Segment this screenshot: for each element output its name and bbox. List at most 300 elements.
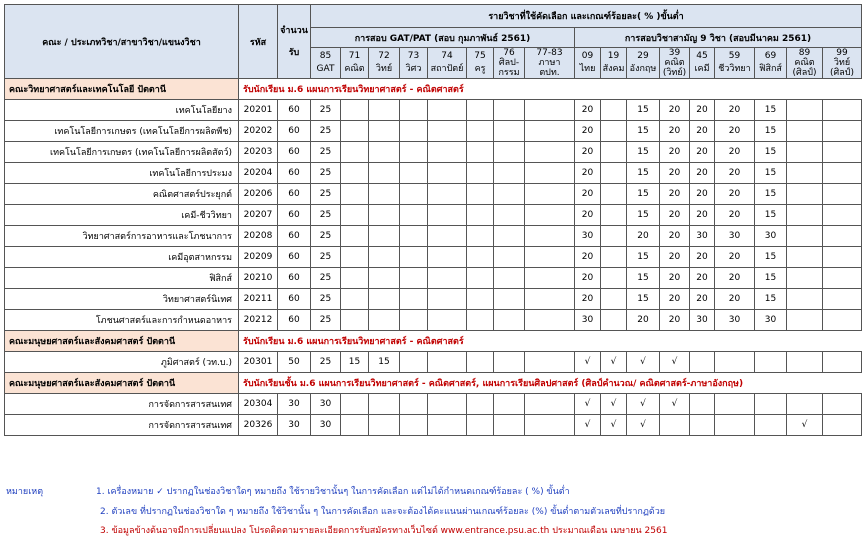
header-gat-col-name2: กรรม	[498, 68, 520, 78]
program-quota: 30	[278, 415, 311, 436]
nine-subject-score-cell	[787, 226, 823, 247]
header-gat-col	[428, 48, 467, 79]
nine-subject-score-cell: 15	[755, 205, 787, 226]
gat-score-cell	[467, 205, 494, 226]
gat-score-cell	[341, 142, 369, 163]
nine-subject-score-cell	[601, 247, 627, 268]
nine-subject-score-cell	[601, 184, 627, 205]
gat-score-cell	[369, 100, 400, 121]
gat-score-cell	[494, 289, 525, 310]
table-row	[5, 415, 862, 436]
table-row	[5, 268, 862, 289]
nine-subject-score-cell: 20	[690, 289, 715, 310]
nine-subject-score-cell: √	[601, 352, 627, 373]
header-nine-group: การสอบวิชาสามัญ 9 วิชา (สอบมีนาคม 2561)	[575, 28, 862, 48]
faculty-name: คณะมนุษยศาสตร์และสังคมศาสตร์ ปัตตานี	[5, 331, 239, 352]
nine-subject-score-cell: √	[601, 394, 627, 415]
program-quota: 60	[278, 100, 311, 121]
nine-subject-score-cell	[601, 205, 627, 226]
program-name: เทคโนโลยีการเกษตร (เทคโนโลยีการผลิตสัตว์)	[5, 142, 239, 163]
gat-score-cell	[341, 415, 369, 436]
program-code: 20207	[239, 205, 278, 226]
admission-criteria-table	[4, 4, 862, 436]
gat-score-cell	[467, 226, 494, 247]
nine-subject-score-cell: 20	[690, 268, 715, 289]
program-code: 20203	[239, 142, 278, 163]
study-plan: รับนักเรียนชั้น ม.6 แผนการเรียนวิทยาศาสตร์ - คณิตศาสตร์, แผนการเรียนศิลปศาสตร์ (ศิลป์คำนวณ/ คณิตศาสตร์-ภาษาอังกฤษ)	[239, 373, 862, 394]
nine-subject-score-cell: √	[575, 394, 601, 415]
gat-score-cell	[428, 205, 467, 226]
nine-subject-score-cell	[690, 352, 715, 373]
table-row	[5, 352, 862, 373]
gat-score-cell	[467, 163, 494, 184]
program-code: 20326	[239, 415, 278, 436]
program-code: 20301	[239, 352, 278, 373]
gat-score-cell: 15	[369, 352, 400, 373]
header-gat-col	[341, 48, 369, 79]
gat-score-cell	[341, 289, 369, 310]
gat-score-cell	[467, 100, 494, 121]
gat-score-cell: 25	[311, 268, 341, 289]
nine-subject-score-cell: 20	[660, 310, 690, 331]
nine-subject-score-cell	[823, 394, 862, 415]
nine-subject-score-cell: √	[627, 352, 660, 373]
header-nine-col-num: 09	[581, 51, 594, 61]
nine-subject-score-cell: 15	[627, 100, 660, 121]
nine-subject-score-cell: 15	[627, 142, 660, 163]
program-name: เคมีอุตสาหกรรม	[5, 247, 239, 268]
nine-subject-score-cell: 15	[755, 289, 787, 310]
program-quota: 60	[278, 289, 311, 310]
header-nine-col-name: ไทย	[579, 64, 596, 74]
nine-subject-score-cell: 15	[627, 247, 660, 268]
gat-score-cell: 25	[311, 184, 341, 205]
header-gat-col-name: วิศว	[405, 64, 422, 74]
gat-score-cell	[525, 352, 575, 373]
header-nine-col	[787, 48, 823, 79]
table-row	[5, 205, 862, 226]
program-name: วิทยาศาสตร์การอาหารและโภชนาการ	[5, 226, 239, 247]
gat-score-cell	[494, 247, 525, 268]
nine-subject-score-cell	[823, 163, 862, 184]
nine-subject-score-cell: 30	[755, 310, 787, 331]
nine-subject-score-cell: 20	[627, 226, 660, 247]
header-nine-col-name2: (ศิลป์)	[792, 68, 817, 78]
gat-score-cell	[525, 163, 575, 184]
gat-score-cell	[341, 226, 369, 247]
gat-score-cell: 25	[311, 352, 341, 373]
nine-subject-score-cell: 20	[575, 205, 601, 226]
nine-subject-score-cell: 15	[627, 163, 660, 184]
nine-subject-score-cell: 15	[755, 121, 787, 142]
nine-subject-score-cell	[823, 247, 862, 268]
gat-score-cell	[341, 163, 369, 184]
gat-score-cell	[467, 289, 494, 310]
nine-subject-score-cell	[601, 142, 627, 163]
program-name: การจัดการสารสนเทศ	[5, 415, 239, 436]
gat-score-cell	[467, 121, 494, 142]
gat-score-cell	[400, 247, 428, 268]
nine-subject-score-cell: 20	[690, 142, 715, 163]
header-nine-col	[575, 48, 601, 79]
gat-score-cell	[428, 121, 467, 142]
nine-subject-score-cell: 15	[755, 247, 787, 268]
gat-score-cell	[428, 415, 467, 436]
nine-subject-score-cell	[787, 247, 823, 268]
header-nine-col-num: 45	[696, 51, 708, 61]
gat-score-cell	[369, 226, 400, 247]
nine-subject-score-cell: 15	[755, 184, 787, 205]
nine-subject-score-cell: 15	[627, 268, 660, 289]
gat-score-cell	[369, 142, 400, 163]
nine-subject-score-cell	[823, 352, 862, 373]
gat-score-cell: 25	[311, 310, 341, 331]
header-gat-col-num: 75	[474, 51, 486, 61]
program-quota: 60	[278, 226, 311, 247]
program-quota: 60	[278, 163, 311, 184]
gat-score-cell: 25	[311, 100, 341, 121]
program-code: 20211	[239, 289, 278, 310]
gat-score-cell	[467, 415, 494, 436]
gat-score-cell	[494, 226, 525, 247]
gat-score-cell	[494, 352, 525, 373]
header-gat-col	[400, 48, 428, 79]
gat-score-cell	[341, 247, 369, 268]
nine-subject-score-cell	[787, 121, 823, 142]
gat-score-cell	[494, 394, 525, 415]
gat-score-cell	[525, 226, 575, 247]
program-code: 20202	[239, 121, 278, 142]
nine-subject-score-cell: 20	[660, 184, 690, 205]
nine-subject-score-cell: 20	[715, 247, 755, 268]
nine-subject-score-cell: 20	[660, 289, 690, 310]
table-row	[5, 247, 862, 268]
nine-subject-score-cell: 20	[660, 205, 690, 226]
nine-subject-score-cell: √	[627, 394, 660, 415]
gat-score-cell	[341, 100, 369, 121]
gat-score-cell	[467, 247, 494, 268]
gat-score-cell	[494, 205, 525, 226]
program-name: ฟิสิกส์	[5, 268, 239, 289]
header-gat-col-name: วิทย์	[375, 64, 393, 74]
header-nine-col	[627, 48, 660, 79]
gat-score-cell	[525, 394, 575, 415]
nine-subject-score-cell	[755, 352, 787, 373]
program-quota: 50	[278, 352, 311, 373]
gat-score-cell	[525, 184, 575, 205]
nine-subject-score-cell: 20	[690, 100, 715, 121]
nine-subject-score-cell	[601, 163, 627, 184]
table-row	[5, 289, 862, 310]
header-nine-col-num: 89	[798, 48, 811, 58]
nine-subject-score-cell	[715, 394, 755, 415]
nine-subject-score-cell	[787, 310, 823, 331]
gat-score-cell	[400, 289, 428, 310]
gat-score-cell	[428, 184, 467, 205]
notes-label: หมายเหตุ	[6, 487, 44, 497]
gat-score-cell	[428, 268, 467, 289]
header-nine-col-name: เคมี	[694, 64, 710, 74]
header-nine-col-name: คณิต	[794, 58, 815, 68]
nine-subject-score-cell: 20	[575, 100, 601, 121]
nine-subject-score-cell	[660, 415, 690, 436]
nine-subject-score-cell	[755, 394, 787, 415]
gat-score-cell	[525, 205, 575, 226]
gat-score-cell	[428, 247, 467, 268]
gat-score-cell	[494, 310, 525, 331]
nine-subject-score-cell: √	[660, 352, 690, 373]
gat-score-cell	[369, 121, 400, 142]
gat-score-cell	[467, 142, 494, 163]
program-name: เทคโนโลยีการประมง	[5, 163, 239, 184]
table-body	[5, 79, 862, 436]
header-nine-col-name: ชีววิทยา	[718, 64, 751, 74]
gat-score-cell	[494, 100, 525, 121]
section-header-row	[5, 79, 862, 100]
gat-score-cell	[400, 394, 428, 415]
note-3: 3. ข้อมูลข้างต้นอาจมีการเปลี่ยนแปลง โปรดติดตามรายละเอียดการรับสมัครทางเว็บไซต์ www.entrance.psu.ac.th ประมาณเดือน เมษายน 2561	[100, 526, 668, 536]
header-nine-col-name: คณิต	[664, 58, 685, 68]
nine-subject-score-cell	[823, 268, 862, 289]
program-code: 20201	[239, 100, 278, 121]
gat-score-cell	[341, 268, 369, 289]
gat-score-cell	[467, 352, 494, 373]
nine-subject-score-cell: 20	[575, 163, 601, 184]
gat-score-cell	[467, 310, 494, 331]
faculty-name: คณะวิทยาศาสตร์และเทคโนโลยี ปัตตานี	[5, 79, 239, 100]
study-plan: รับนักเรียน ม.6 แผนการเรียนวิทยาศาสตร์ - คณิตศาสตร์	[239, 79, 862, 100]
nine-subject-score-cell: 20	[715, 163, 755, 184]
nine-subject-score-cell	[755, 415, 787, 436]
nine-subject-score-cell: 20	[690, 247, 715, 268]
header-gat-col	[311, 48, 341, 79]
nine-subject-score-cell: √	[627, 415, 660, 436]
nine-subject-score-cell: 15	[755, 268, 787, 289]
gat-score-cell	[525, 247, 575, 268]
gat-score-cell	[369, 247, 400, 268]
header-subjects-title: รายวิชาที่ใช้คัดเลือก และเกณฑ์ร้อยละ( % )ขั้นต่ำ	[311, 5, 862, 28]
program-name: โภชนศาสตร์และการกำหนดอาหาร	[5, 310, 239, 331]
nine-subject-score-cell: 30	[715, 226, 755, 247]
gat-score-cell	[428, 142, 467, 163]
nine-subject-score-cell	[823, 121, 862, 142]
header-nine-col-num: 19	[607, 51, 620, 61]
header-gat-col-name: คณิต	[344, 64, 365, 74]
header-nine-col	[660, 48, 690, 79]
program-name: คณิตศาสตร์ประยุกต์	[5, 184, 239, 205]
nine-subject-score-cell: 20	[690, 205, 715, 226]
nine-subject-score-cell: 20	[715, 100, 755, 121]
header-nine-col-num: 99	[836, 48, 848, 58]
nine-subject-score-cell	[715, 415, 755, 436]
nine-subject-score-cell	[823, 289, 862, 310]
header-nine-col-num: 29	[637, 51, 649, 61]
table-row	[5, 310, 862, 331]
nine-subject-score-cell: 15	[755, 163, 787, 184]
gat-score-cell	[400, 310, 428, 331]
gat-score-cell	[494, 268, 525, 289]
header-nine-col	[755, 48, 787, 79]
gat-score-cell	[467, 394, 494, 415]
header-gat-col	[369, 48, 400, 79]
nine-subject-score-cell: 20	[690, 163, 715, 184]
gat-score-cell	[494, 184, 525, 205]
gat-score-cell	[525, 310, 575, 331]
nine-subject-score-cell: 15	[627, 205, 660, 226]
nine-subject-score-cell: 20	[690, 121, 715, 142]
gat-score-cell	[341, 310, 369, 331]
nine-subject-score-cell: 30	[690, 310, 715, 331]
nine-subject-score-cell: 20	[575, 268, 601, 289]
note-1: 1. เครื่องหมาย ✓ ปรากฏในช่องวิชาใดๆ หมายถึง ใช้รายวิชานั้นๆ ในการคัดเลือก แต่ไม่ได้กำหนดเกณฑ์ร้อยละ ( %) ขั้นต่ำ	[96, 487, 570, 497]
table-row	[5, 226, 862, 247]
nine-subject-score-cell	[787, 352, 823, 373]
program-quota: 60	[278, 247, 311, 268]
header-gat-col-num: 74	[441, 51, 453, 61]
program-name: วิทยาศาสตร์นิเทศ	[5, 289, 239, 310]
program-quota: 60	[278, 184, 311, 205]
gat-score-cell: 15	[341, 352, 369, 373]
gat-score-cell	[400, 226, 428, 247]
gat-score-cell	[494, 163, 525, 184]
gat-score-cell	[369, 415, 400, 436]
header-gat-col-name: ภาษา	[538, 58, 561, 68]
nine-subject-score-cell	[715, 352, 755, 373]
gat-score-cell	[494, 142, 525, 163]
nine-subject-score-cell	[823, 205, 862, 226]
gat-score-cell	[369, 184, 400, 205]
nine-subject-score-cell	[787, 163, 823, 184]
header-gat-col-num: 85	[319, 51, 332, 61]
gat-score-cell	[494, 415, 525, 436]
faculty-name: คณะมนุษยศาสตร์และสังคมศาสตร์ ปัตตานี	[5, 373, 239, 394]
program-code: 20206	[239, 184, 278, 205]
nine-subject-score-cell: √	[660, 394, 690, 415]
header-gat-col-num: 72	[378, 51, 390, 61]
gat-score-cell	[467, 184, 494, 205]
nine-subject-score-cell: 15	[627, 121, 660, 142]
nine-subject-score-cell: 20	[660, 121, 690, 142]
gat-score-cell	[525, 268, 575, 289]
nine-subject-score-cell	[787, 394, 823, 415]
section-header-row	[5, 373, 862, 394]
nine-subject-score-cell: 20	[660, 100, 690, 121]
gat-score-cell	[428, 226, 467, 247]
nine-subject-score-cell: 20	[575, 289, 601, 310]
program-code: 20208	[239, 226, 278, 247]
nine-subject-score-cell: 15	[627, 184, 660, 205]
gat-score-cell	[428, 310, 467, 331]
program-code: 20210	[239, 268, 278, 289]
program-code: 20209	[239, 247, 278, 268]
gat-score-cell: 25	[311, 163, 341, 184]
header-quota-l1: จำนวน	[280, 25, 308, 36]
program-quota: 60	[278, 205, 311, 226]
header-nine-col-name: วิทย์	[833, 58, 851, 68]
gat-score-cell	[369, 163, 400, 184]
nine-subject-score-cell: 20	[575, 247, 601, 268]
section-header-row	[5, 331, 862, 352]
gat-score-cell	[525, 121, 575, 142]
gat-score-cell	[428, 352, 467, 373]
nine-subject-score-cell: 20	[715, 142, 755, 163]
nine-subject-score-cell	[787, 268, 823, 289]
header-gat-group: การสอบ GAT/PAT (สอบ กุมภาพันธ์ 2561)	[311, 28, 575, 48]
nine-subject-score-cell	[823, 310, 862, 331]
header-quota	[278, 5, 311, 79]
header-code: รหัส	[239, 5, 278, 79]
nine-subject-score-cell	[601, 268, 627, 289]
header-gat-col-name: สถาปัตย์	[430, 64, 464, 74]
nine-subject-score-cell: 20	[575, 121, 601, 142]
nine-subject-score-cell: 20	[575, 184, 601, 205]
nine-subject-score-cell	[601, 310, 627, 331]
gat-score-cell	[400, 121, 428, 142]
gat-score-cell	[428, 100, 467, 121]
header-gat-col-name2: ตปท.	[539, 68, 560, 78]
header-gat-col	[525, 48, 575, 79]
gat-score-cell	[494, 121, 525, 142]
program-name: เทคโนโลยียาง	[5, 100, 239, 121]
header-gat-col	[494, 48, 525, 79]
gat-score-cell	[341, 184, 369, 205]
header-faculty: คณะ / ประเภทวิชา/สาขาวิชา/แขนงวิชา	[5, 5, 239, 79]
program-code: 20304	[239, 394, 278, 415]
header-nine-col	[823, 48, 862, 79]
gat-score-cell: 25	[311, 142, 341, 163]
program-quota: 60	[278, 268, 311, 289]
gat-score-cell	[400, 100, 428, 121]
program-name: การจัดการสารสนเทศ	[5, 394, 239, 415]
nine-subject-score-cell: 30	[575, 226, 601, 247]
nine-subject-score-cell	[601, 289, 627, 310]
gat-score-cell	[400, 352, 428, 373]
nine-subject-score-cell: 20	[715, 268, 755, 289]
header-quota-l2: รับ	[288, 47, 300, 58]
nine-subject-score-cell	[823, 100, 862, 121]
gat-score-cell	[525, 142, 575, 163]
header-gat-col-num: 76	[503, 48, 515, 58]
program-quota: 60	[278, 121, 311, 142]
header-nine-col-name2: (วิทย์)	[662, 68, 687, 78]
gat-score-cell	[400, 415, 428, 436]
table-row	[5, 184, 862, 205]
gat-score-cell	[369, 205, 400, 226]
header-nine-col-name: อังกฤษ	[629, 64, 657, 74]
nine-subject-score-cell: 20	[660, 268, 690, 289]
gat-score-cell	[369, 289, 400, 310]
header-nine-col-num: 69	[764, 51, 777, 61]
header-nine-col	[715, 48, 755, 79]
nine-subject-score-cell: 20	[715, 205, 755, 226]
note-2: 2. ตัวเลข ที่ปรากฏในช่องวิชาใด ๆ หมายถึง ใช้วิชานั้น ๆ ในการคัดเลือก และจะต้องได้คะแนนผ่านเกณฑ์ร้อยละ (%) ขั้นต่ำตามตัวเลขที่ปรากฏด้วย	[100, 507, 666, 517]
nine-subject-score-cell: 20	[715, 184, 755, 205]
header-gat-col-num: 77-83	[536, 48, 563, 58]
gat-score-cell	[428, 289, 467, 310]
nine-subject-score-cell: 15	[755, 142, 787, 163]
nine-subject-score-cell: √	[575, 415, 601, 436]
nine-subject-score-cell: 20	[690, 184, 715, 205]
gat-score-cell	[525, 289, 575, 310]
gat-score-cell	[428, 394, 467, 415]
nine-subject-score-cell: 30	[575, 310, 601, 331]
gat-score-cell	[428, 163, 467, 184]
gat-score-cell	[341, 205, 369, 226]
header-nine-col	[601, 48, 627, 79]
header-gat-col-name: ครู	[474, 64, 486, 74]
nine-subject-score-cell: 20	[660, 142, 690, 163]
program-quota: 60	[278, 310, 311, 331]
